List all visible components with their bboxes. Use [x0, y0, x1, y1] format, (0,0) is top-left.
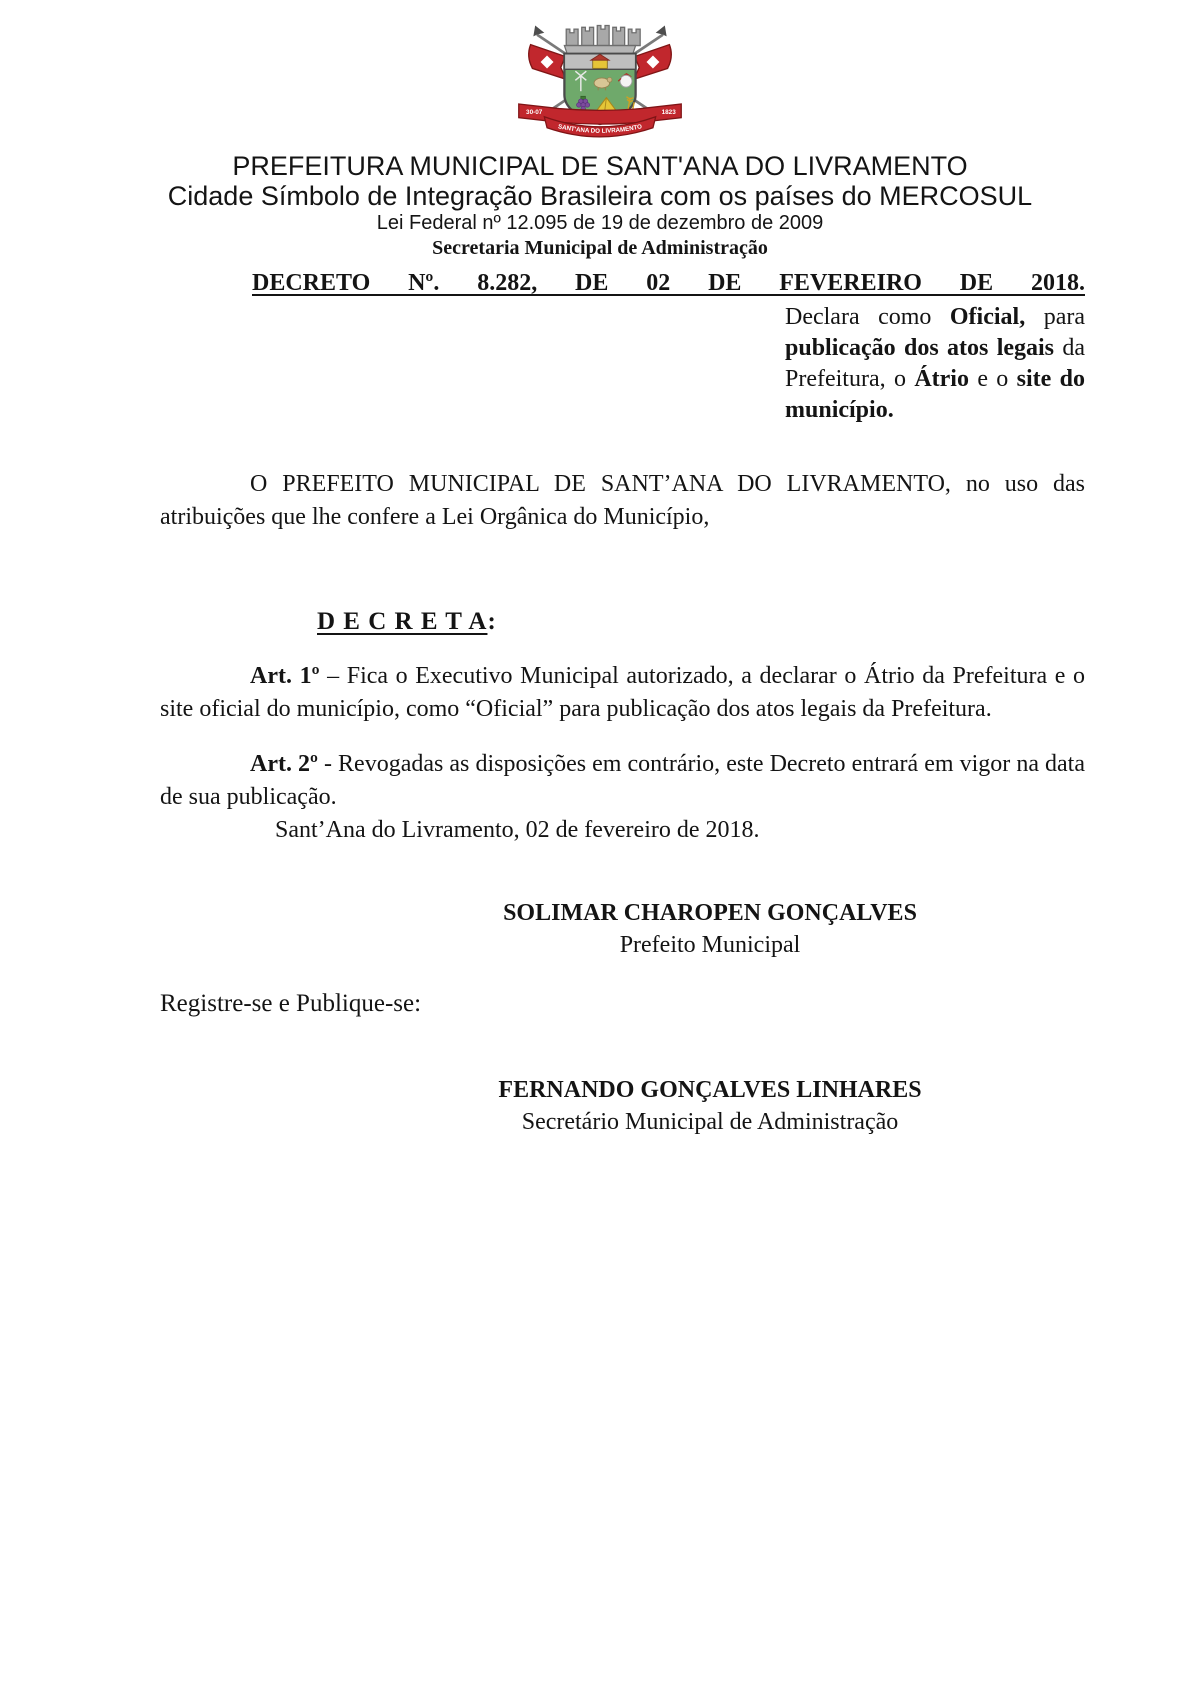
summary-text: e o [968, 366, 1017, 392]
ribbon-date-right: 1823 [661, 109, 676, 117]
letterhead-city-motto: Cidade Símbolo de Integração Brasileira com os países do MERCOSUL [167, 181, 1033, 211]
decreta-heading [317, 608, 1085, 636]
summary-text: Declara como [785, 304, 950, 330]
secretary-name: FERNANDO GONÇALVES LINHARES [498, 1077, 922, 1103]
summary-text-bold: Átrio [914, 366, 969, 392]
register-publish-line: Registre-se e Publique-se: [160, 990, 422, 1017]
summary-text-bold: Oficial, [949, 304, 1026, 330]
letterhead-department: Secretaria Municipal de Administração [432, 237, 768, 259]
article-1-text: – Fica o Executivo Municipal autorizado, a declarar o Átrio da Prefeitura e o site oficial do município, como “Oficial” para publicação dos atos legais da Prefeitura. [160, 663, 1085, 722]
article-1-label: Art. 1º [250, 663, 320, 689]
ribbon-city-name: SANT'ANA DO LIVRAMENTO [557, 123, 643, 135]
article-1 [160, 660, 1085, 726]
article-2 [160, 748, 1085, 814]
secretary-role: Secretário Municipal de Administração [521, 1109, 899, 1135]
mayor-name: SOLIMAR CHAROPEN GONÇALVES [503, 900, 917, 926]
article-2-text: - Revogadas as disposições em contrário, este Decreto entrará em vigor na data de sua publicação. [160, 751, 1085, 810]
decreta-colon: : [487, 608, 497, 635]
article-2-label: Art. 2º [250, 751, 318, 777]
municipal-coat-of-arms [499, 20, 701, 146]
summary-text: para [1025, 304, 1085, 330]
decree-summary [785, 302, 1085, 426]
mayor-role: Prefeito Municipal [619, 932, 801, 958]
letterhead-municipality-name: PREFEITURA MUNICIPAL DE SANT'ANA DO LIVRAMENTO [232, 151, 968, 181]
summary-text-bold: site do município. [785, 366, 1085, 423]
mural-crown-icon [564, 25, 640, 53]
secretary-signature-block [400, 1074, 1020, 1138]
place-and-date-line: Sant’Ana do Livramento, 02 de fevereiro de 2018. [275, 817, 760, 843]
decreta-word: D E C R E T A [317, 608, 488, 635]
ribbon-date-left: 30-07 [526, 109, 543, 117]
letterhead [0, 20, 1200, 261]
letterhead-federal-law: Lei Federal nº 12.095 de 19 de dezembro de 2009 [376, 212, 824, 234]
summary-text-bold: publicação dos atos legais [785, 335, 1055, 361]
decree-preamble: O PREFEITO MUNICIPAL DE SANT’ANA DO LIVRAMENTO, no uso das atribuições que lhe confere a Lei Orgânica do Município, [160, 471, 1085, 530]
svg-text:1823 [662, 109, 677, 116]
svg-text:30-07 [526, 109, 543, 116]
decree-title: DECRETO Nº. 8.282, DE 02 DE FEVEREIRO DE 2018. [252, 270, 1085, 296]
summary-text: da Prefeitura, o [785, 335, 1085, 392]
mayor-signature-block [400, 897, 1020, 961]
